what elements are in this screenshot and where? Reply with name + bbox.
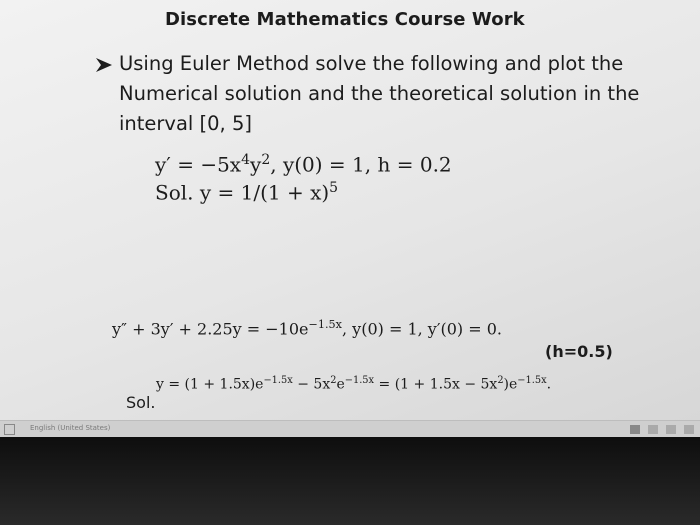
sol2-d: = (1 + 1.5x − 5x [374, 376, 498, 393]
equation-1 [155, 152, 452, 177]
sol2-f: . [546, 376, 552, 393]
status-bar [0, 420, 700, 438]
sol2-exp5: −1.5x [517, 375, 547, 386]
sol2-exp4: 2 [497, 375, 504, 386]
sol2-exp2: 2 [330, 375, 337, 386]
solution-1 [155, 180, 338, 205]
eq2-exp: −1.5x [308, 318, 342, 331]
sol1-exp: 5 [329, 180, 339, 196]
slideshow-icon[interactable] [684, 425, 694, 434]
spellcheck-icon[interactable] [4, 424, 15, 435]
slide-sorter-icon[interactable] [648, 425, 658, 434]
eq1-lhs: y′ = −5x [155, 152, 242, 177]
sol2-c: e [336, 376, 345, 393]
step-size-label: (h=0.5) [545, 342, 613, 361]
eq2-text: y″ + 3y′ + 2.25y = −10e [112, 319, 309, 339]
sol2-exp1: −1.5x [263, 375, 293, 386]
sol2-exp3: −1.5x [344, 375, 375, 386]
arrow-bullet-icon [95, 57, 113, 73]
eq1-y: y [250, 152, 262, 177]
laptop-bezel [0, 437, 700, 525]
eq2-conditions: , y(0) = 1, y′(0) = 0. [341, 319, 502, 339]
eq1-exp-a: 4 [241, 152, 250, 168]
sol2-b: − 5x [292, 376, 331, 393]
equation-2 [112, 318, 502, 338]
bullet-text: Using Euler Method solve the following and plot the Numerical solution and the theoretical solution in the interval [0, 5] [119, 52, 640, 135]
reading-view-icon[interactable] [666, 425, 676, 434]
sol2-e: )e [503, 376, 518, 393]
bullet-point [95, 49, 655, 139]
solution-2 [156, 375, 551, 393]
slide-title: Discrete Mathematics Course Work [165, 9, 525, 30]
solution-2-label: Sol. [126, 393, 156, 412]
sol1-text: Sol. y = 1/(1 + x) [155, 180, 330, 205]
normal-view-icon[interactable] [630, 425, 640, 434]
sol2-a: y = (1 + 1.5x)e [156, 376, 264, 393]
eq1-exp-b: 2 [261, 152, 271, 168]
language-indicator[interactable]: English (United States) [30, 424, 111, 432]
eq1-conditions: , y(0) = 1, h = 0.2 [270, 152, 452, 177]
view-controls [630, 424, 694, 434]
